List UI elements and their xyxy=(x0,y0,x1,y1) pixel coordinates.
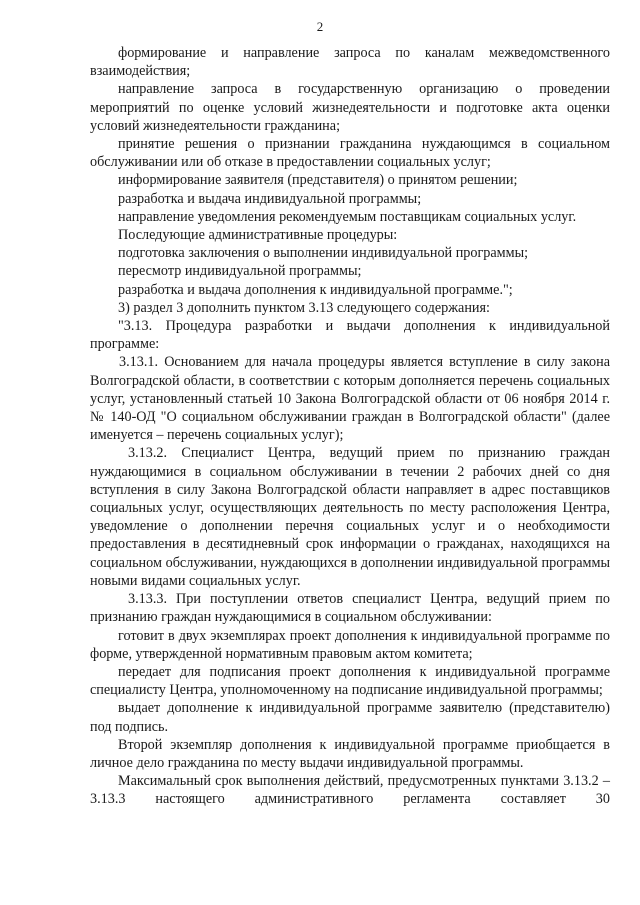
section-heading: "3.13. Процедура разработки и выдачи дополнения к индивидуальной программе: xyxy=(90,318,610,353)
paragraph: направление запроса в государственную организацию о проведении мероприятий по оценке условий жизнедеятельности и подготовке акта оценки условий жизнедеятельности гражданина; xyxy=(90,81,610,134)
paragraph: 3.13.3. При поступлении ответов специалист Центра, ведущий прием по признанию граждан нуждающимися в социальном обслуживании: xyxy=(90,591,610,626)
paragraph: разработка и выдача дополнения к индивидуальной программе."; xyxy=(118,281,513,298)
paragraph: направление уведомления рекомендуемым поставщикам социальных услуг. xyxy=(118,208,577,225)
list-item: готовит в двух экземплярах проект дополнения к индивидуальной программе по форме, утвержденной нормативным правовым актом комитета; xyxy=(90,627,610,662)
paragraph: пересмотр индивидуальной программы; xyxy=(118,263,362,280)
paragraph: принятие решения о признании гражданина нуждающимся в социальном обслуживании или об отказе в предоставлении социальных услуг; xyxy=(90,136,610,171)
list-item: выдает дополнение к индивидуальной программе заявителю (представителю) под подпись. xyxy=(90,700,610,735)
paragraph: Второй экземпляр дополнения к индивидуальной программе приобщается в личное дело гражданина по месту выдачи индивидуальной программы. xyxy=(90,736,610,771)
document-body xyxy=(90,44,610,809)
paragraph: 3) раздел 3 дополнить пунктом 3.13 следующего содержания: xyxy=(118,299,490,316)
paragraph: Последующие административные процедуры: xyxy=(118,227,398,244)
paragraph: разработка и выдача индивидуальной программы; xyxy=(118,190,422,207)
paragraph: подготовка заключения о выполнении индивидуальной программы; xyxy=(118,245,529,262)
paragraph: формирование и направление запроса по каналам межведомственного взаимодействия; xyxy=(90,45,610,80)
paragraph: 3.13.2. Специалист Центра, ведущий прием по признанию граждан нуждающимися в социальном обслуживании в течении 2 рабочих дней со дня вступления в силу Закона Волгоградской области направляет в адрес поставщиков социальных услуг, осуществляющих деятельность по месту расположения Центра, уведомление о дополнении перечня социальных услуг и о необходимости предоставления в десятидневный срок информации о гражданах, находящихся на социальном обслуживании, нуждающихся в дополнении индивидуальной программы новыми видами социальных услуг. xyxy=(90,445,610,589)
page-number: 2 xyxy=(316,19,324,34)
list-item: передает для подписания проект дополнения к индивидуальной программе специалисту Центра, уполномоченному на подписание индивидуальной программы; xyxy=(90,663,610,699)
paragraph: 3.13.1. Основанием для начала процедуры является вступление в силу закона Волгоградской области, в соответствии с которым дополняется перечень социальных услуг, установленный статьей 10 Закона Волгоградской области от 06 ноября 2014 г. № 140-ОД "О социальном обслуживании граждан в Волгоградской области" (далее именуется – перечень социальных услуг); xyxy=(90,354,610,444)
paragraph: информирование заявителя (представителя) о принятом решении; xyxy=(118,172,518,189)
paragraph: Максимальный срок выполнения действий, предусмотренных пунктами 3.13.2 – 3.13.3 настоящего административного регламента составляет 30 xyxy=(90,773,610,808)
